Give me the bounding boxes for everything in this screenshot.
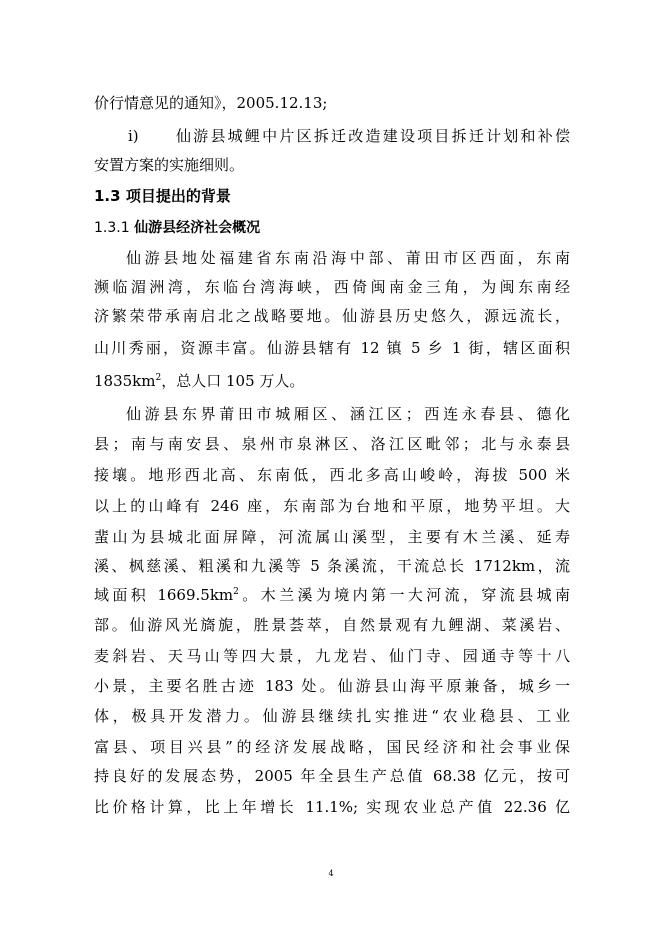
paragraph-line: 仙游县地处福建省东南沿海中部、莆田市区西面，东南: [126, 249, 570, 267]
paragraph-line: 富县、项目兴县”的经济发展战略，国民经济和社会事业保: [94, 738, 570, 756]
paragraph-line: 县；南与南安县、泉州市泉淋区、洛江区毗邻；北与永泰县: [94, 435, 570, 453]
paragraph-line: 山川秀丽，资源丰富。仙游县辖有 12 镇 5 乡 1 街，辖区面积: [94, 339, 570, 357]
reference-line: 价行情意见的通知》，2005.12.13;: [94, 94, 328, 112]
paragraph-line: 溪、枫慈溪、粗溪和九溪等 5 条溪流，干流总长 1712km，流: [94, 557, 570, 575]
superscript: 2: [155, 373, 162, 383]
section-title: 项目提出的背景: [125, 187, 231, 205]
section-number: 1.3: [94, 187, 121, 205]
list-item-text: 仙游县城鲤中片区拆迁改造建设项目拆迁计划和补偿: [176, 127, 570, 145]
paragraph-line: 接壤。地形西北高、东南低，西北多高山峻岭，海拔 500 米: [94, 466, 570, 484]
paragraph-line: 以上的山峰有 246 座，东南部为台地和平原，地势平坦。大: [94, 497, 570, 515]
superscript: 2: [233, 587, 239, 597]
line-text: 。木兰溪为境内第一大河流，穿流县城南: [238, 586, 570, 604]
paragraph-line: 仙游县东界莆田市城厢区、涵江区；西连永春县、德化: [126, 405, 570, 423]
paragraph-line: 蜚山为县城北面屏障，河流属山溪型，主要有木兰溪、延寿: [94, 528, 570, 546]
paragraph-line: 小景，主要名胜古迹 183 处。仙游县山海平原兼备，城乡一: [94, 677, 570, 695]
page-number: 4: [328, 869, 334, 878]
area-value: 1835km: [94, 372, 156, 390]
paragraph-line: 麦斜岩、天马山等四大景，九龙岩、仙门寺、园通寺等十八: [94, 647, 570, 665]
paragraph-line: [94, 371, 570, 391]
line-text: 域面积 1669.5km: [94, 586, 234, 604]
paragraph-line: 体，极具开发潜力。仙游县继续扎实推进“农业稳县、工业: [94, 707, 570, 725]
section-number: 1.3.1: [94, 220, 130, 236]
list-item-label: i): [128, 127, 139, 145]
section-heading-1-3: [94, 186, 231, 206]
paragraph-line: 持良好的发展态势，2005 年全县生产总值 68.38 亿元，按可: [94, 767, 570, 785]
section-heading-1-3-1: [94, 218, 260, 238]
paragraph-line: 比价格计算，比上年增长 11.1%; 实现农业总产值 22.36 亿: [94, 798, 570, 816]
list-item-text-continued: 安置方案的实施细则。: [94, 156, 245, 174]
section-title: 仙游县经济社会概况: [134, 220, 261, 236]
paragraph-line: 濒临湄洲湾，东临台湾海峡，西倚闽南金三角，为闽东南经: [94, 278, 570, 296]
paragraph-line: 济繁荣带承南启北之战略要地。仙游县历史悠久，源远流长，: [94, 307, 570, 325]
line-text: ，总人口 105 万人。: [161, 372, 305, 390]
paragraph-line: 部。仙游风光旖旎，胜景荟萃，自然景观有九鲤湖、菜溪岩、: [94, 616, 570, 634]
paragraph-line: [94, 585, 570, 605]
